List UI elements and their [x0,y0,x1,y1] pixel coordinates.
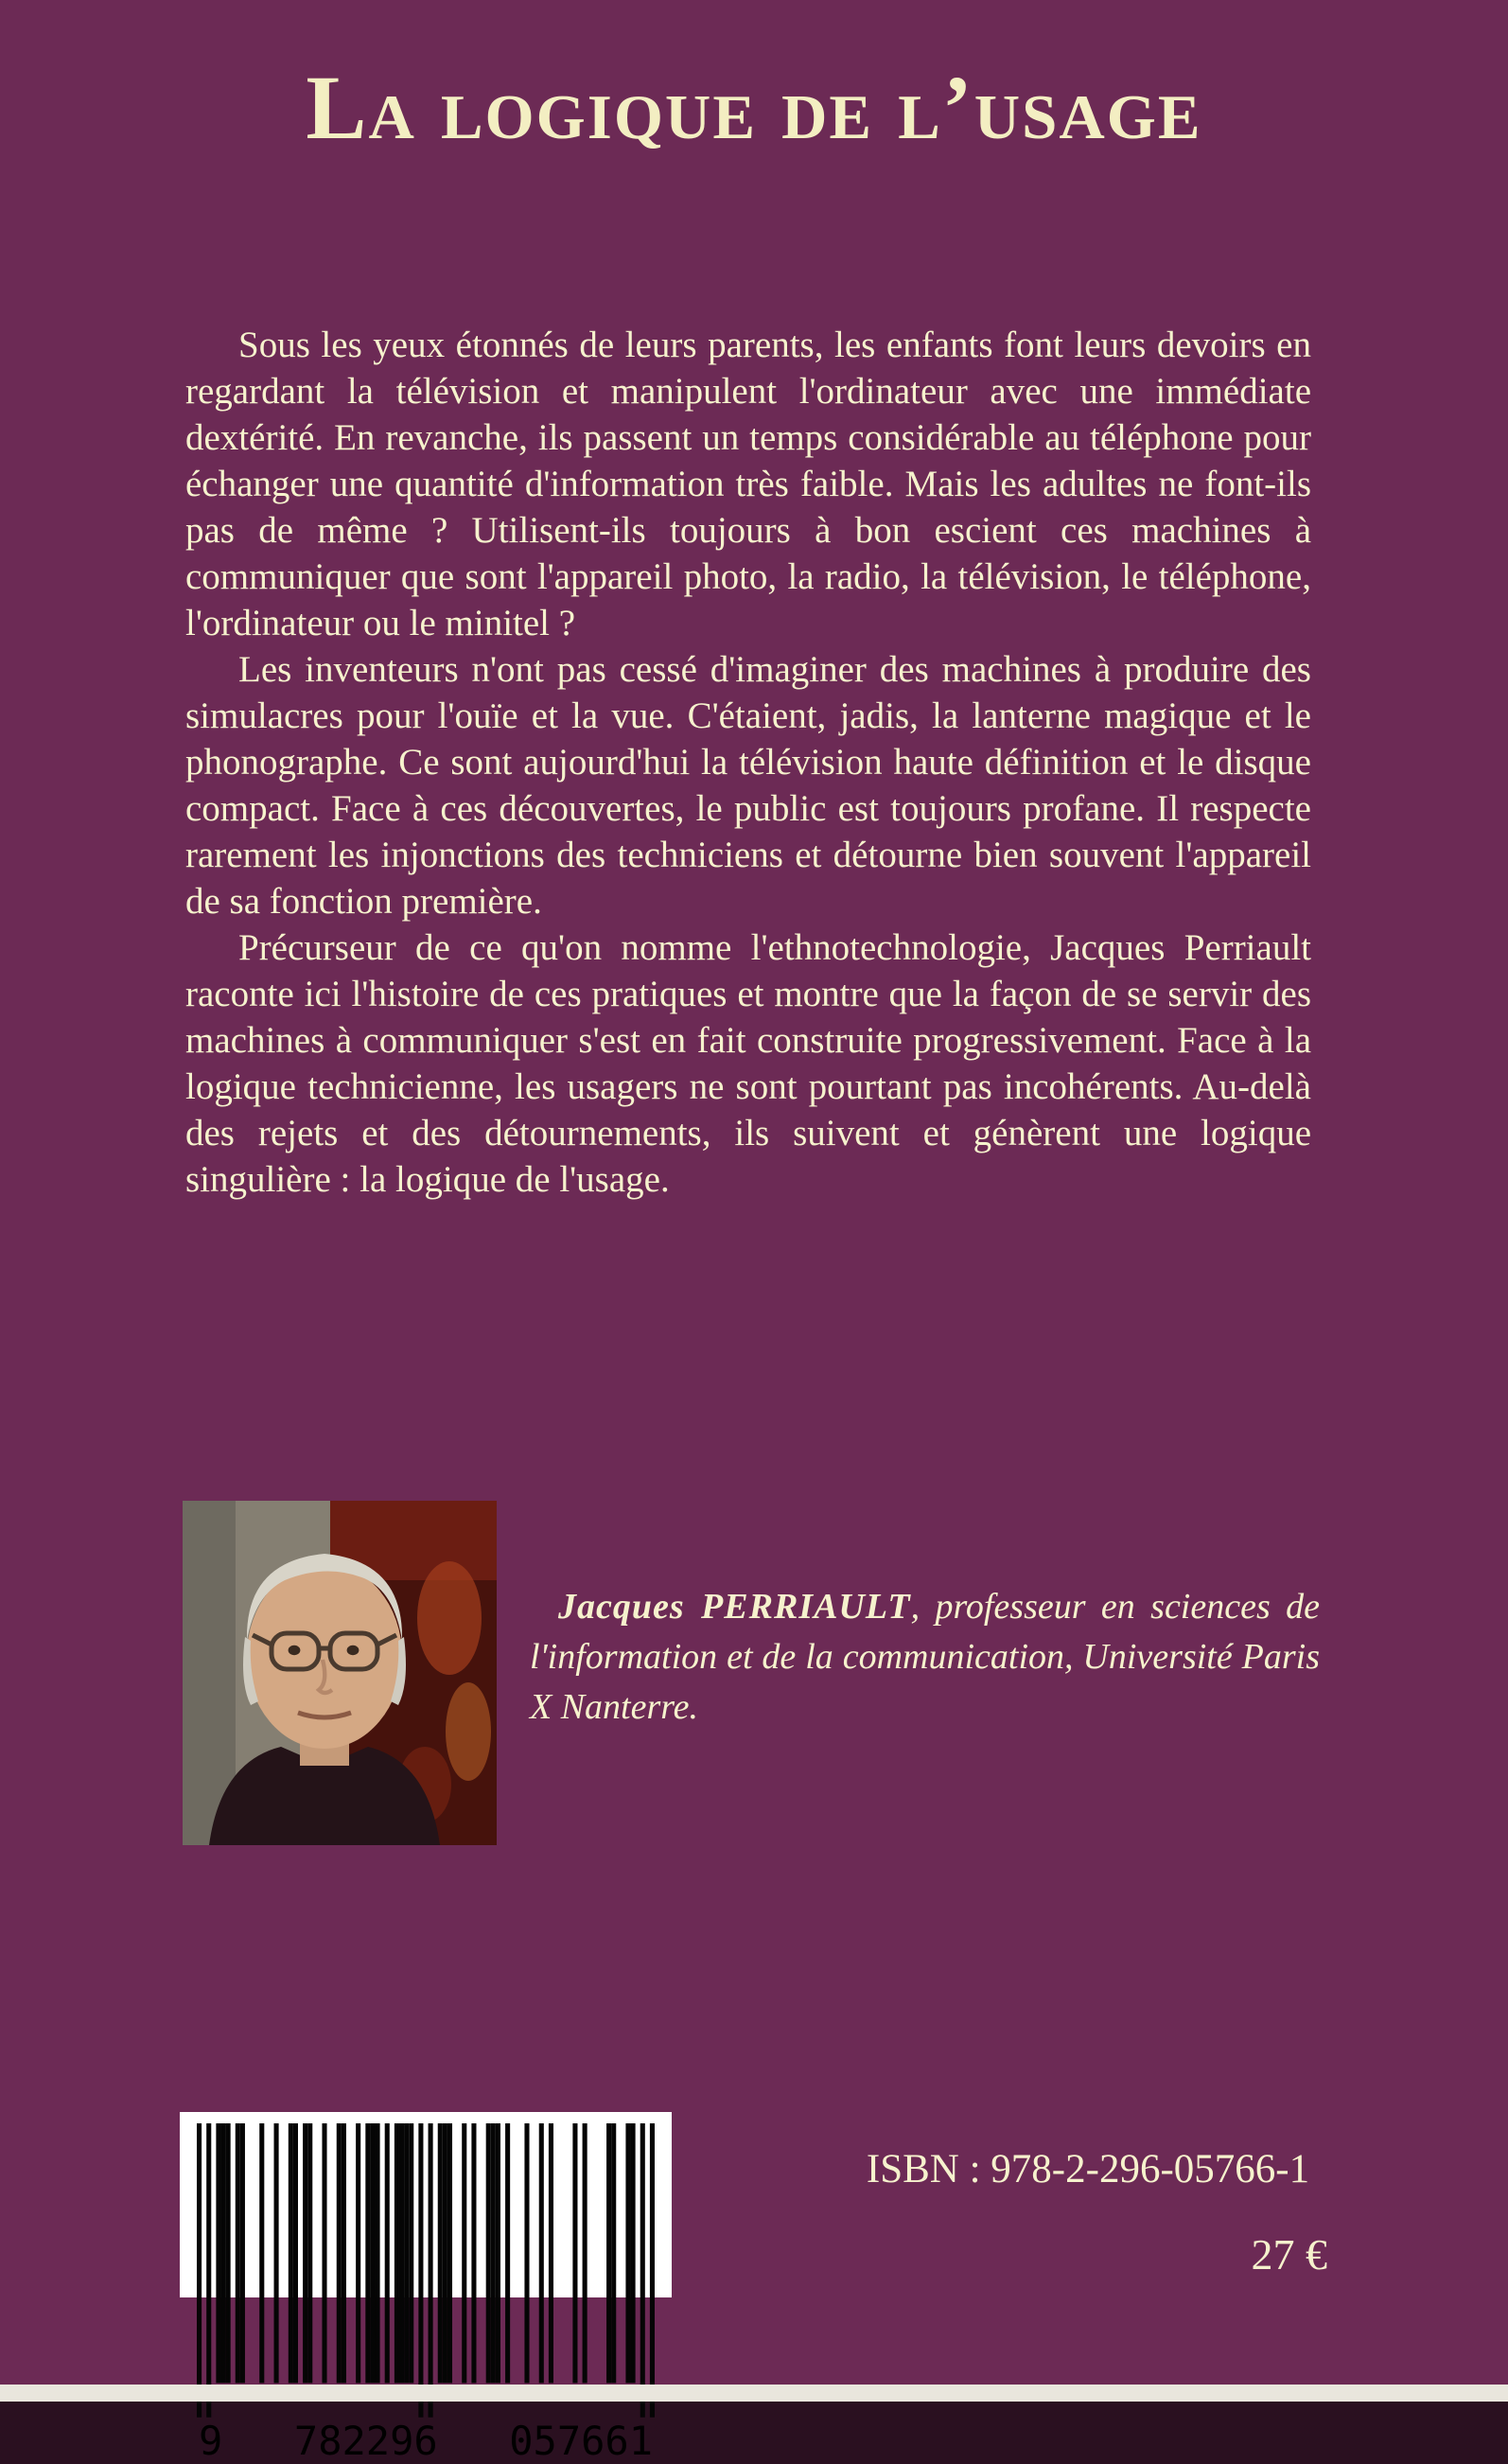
back-cover-text [185,322,1311,1203]
author-bio [530,1582,1320,1733]
barcode [180,2112,672,2464]
paragraph-3: Précurseur de ce qu'on nomme l'ethnotechnologie, Jacques Perriault raconte ici l'histoire de ces pratiques et montre que la façon de se servir des machines à communiquer s'est en fait construite progressivement. Face à la logique technicienne, les usagers ne sont pourtant pas incohérents. Au-delà des rejets et des détournements, ils suivent et génèrent une logique singulière : la logique de l'usage. [185,927,1311,1200]
author-name: Jacques PERRIAULT [558,1587,911,1627]
price-text: 27 € [1251,2230,1327,2279]
book-title: La logique de l’usage [306,57,1202,158]
author-bio-text: , professeur en sciences de l'information et de la communication, Université Paris X Nanterre. [530,1587,1320,1727]
author-photo [183,1501,497,1845]
barcode-digit-group: 782296 [293,2417,438,2464]
barcode-digits [197,2417,655,2464]
isbn-text: ISBN : 978-2-296-05766-1 [866,2147,1310,2191]
paragraph-1: Sous les yeux étonnés de leurs parents, les enfants font leurs devoirs en regardant la télévision et manipulent l'ordinateur avec une immédiate dextérité. En revanche, ils passent un temps considérable au téléphone pour échanger une quantité d'information très faible. Mais les adultes ne font-ils pas de même ? Utilisent-ils toujours à bon escient ces machines à communiquer que sont l'appareil photo, la radio, la télévision, le téléphone, l'ordinateur ou le minitel ? [185,325,1311,643]
barcode-digit-group: 057661 [509,2417,653,2464]
barcode-digit-group: 9 [199,2417,223,2464]
barcode-bars-wrap [197,2123,655,2418]
paragraph-2: Les inventeurs n'ont pas cessé d'imaginer des machines à produire des simulacres pour l'ouïe et la vue. C'étaient, jadis, la lanterne magique et le phonographe. Ce sont aujourd'hui la télévision haute définition et le disque compact. Face à ces découvertes, le public est toujours profane. Il respecte rarement les injonctions des techniciens et détourne bien souvent l'appareil de sa fonction première. [185,649,1311,922]
barcode-bars [197,2123,655,2418]
page-edge [0,2385,1508,2402]
